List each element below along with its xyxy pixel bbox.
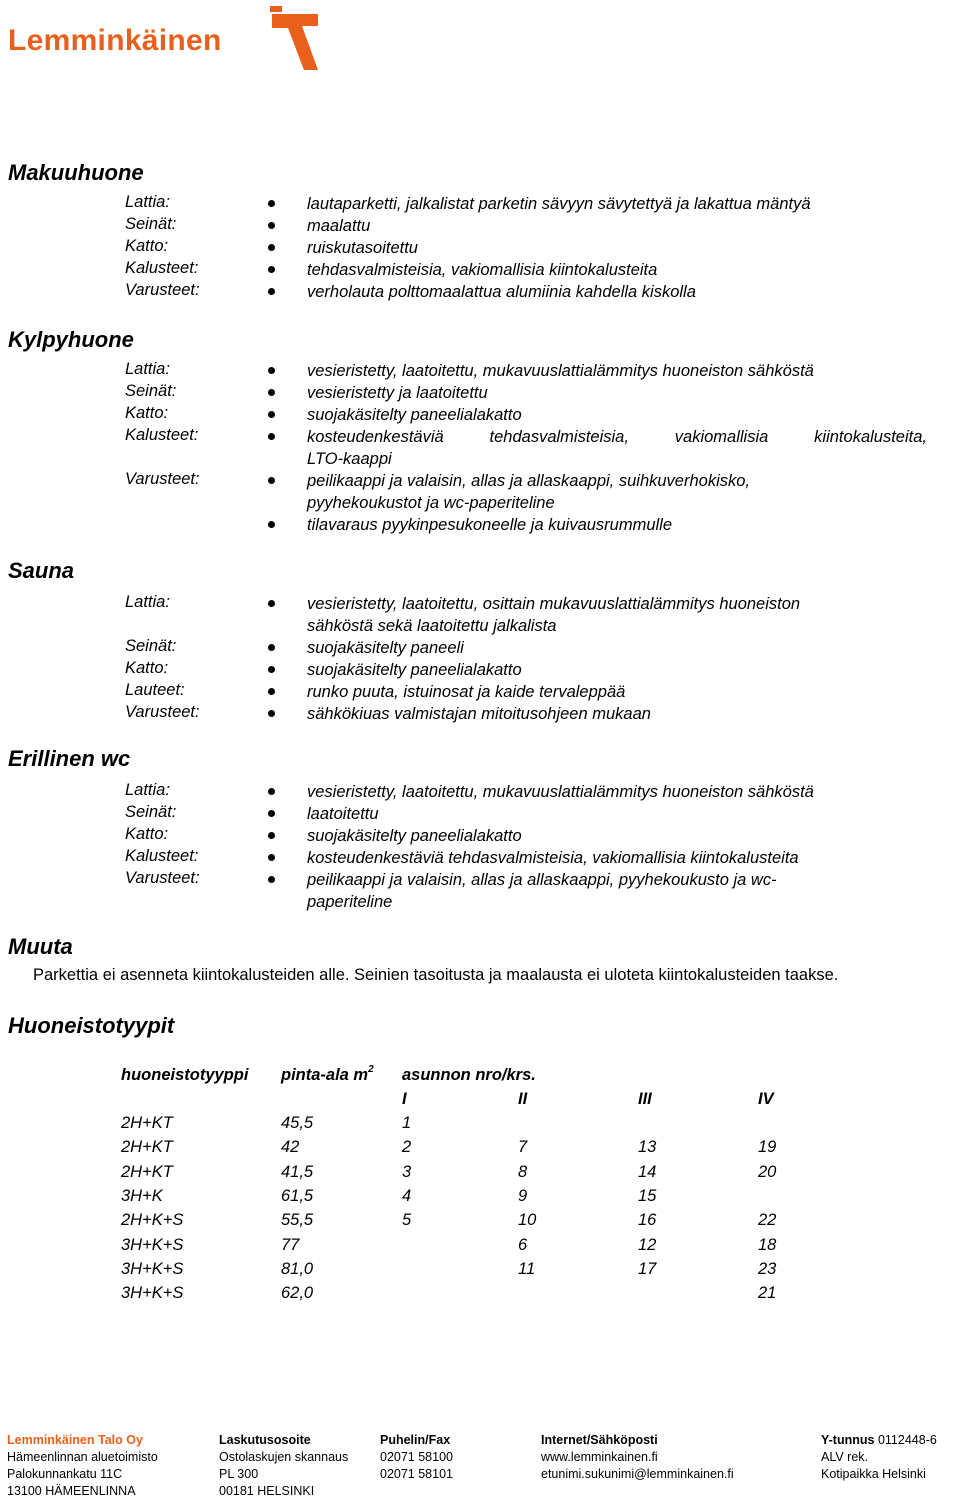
table-cell-area: 42 bbox=[281, 1138, 300, 1157]
footer-head: Internet/Sähköposti bbox=[541, 1433, 658, 1447]
table-cell-type: 2H+KT bbox=[121, 1162, 173, 1181]
item-text: runko puuta, istuinosat ja kaide tervaleppää bbox=[307, 683, 626, 701]
item-text: maalattu bbox=[307, 217, 371, 235]
table-cell-apartment: 15 bbox=[638, 1186, 657, 1205]
footer-internet bbox=[541, 1432, 734, 1483]
item-label: Katto: bbox=[125, 404, 169, 422]
table-cell-area: 41,5 bbox=[281, 1162, 314, 1181]
item-label: Katto: bbox=[125, 237, 169, 255]
item-text: suojakäsitelty paneelialakatto bbox=[307, 827, 522, 845]
item-text: tehdasvalmisteisia, vakiomallisia kiintokalusteita bbox=[307, 261, 658, 279]
table-cell-apartment: 12 bbox=[638, 1235, 657, 1254]
note-text: Parkettia ei asenneta kiintokalusteiden alle. Seinien tasoitusta ja maalausta ei uloteta kiintokalusteiden taakse. bbox=[33, 966, 839, 984]
section-title-kylpyhuone: Kylpyhuone bbox=[8, 327, 134, 352]
section-title-sauna: Sauna bbox=[8, 558, 75, 583]
item-text bbox=[307, 869, 927, 913]
bullet-icon bbox=[268, 788, 275, 795]
table-cell-apartment: 8 bbox=[518, 1162, 528, 1181]
table-cell-area: 77 bbox=[281, 1235, 300, 1254]
item-text: ruiskutasoitettu bbox=[307, 239, 418, 257]
table-cell-apartment: 23 bbox=[758, 1259, 777, 1278]
item-text: vesieristetty ja laatoitettu bbox=[307, 384, 488, 402]
table-cell-type: 2H+KT bbox=[121, 1138, 173, 1157]
footer-line: Hämeenlinnan aluetoimisto bbox=[7, 1450, 158, 1464]
table-header-apartments: asunnon nro/krs. bbox=[402, 1066, 536, 1084]
footer-business-id: 0112448-6 bbox=[877, 1433, 937, 1447]
table-cell-area: 55,5 bbox=[281, 1211, 314, 1230]
item-label: Seinät: bbox=[125, 637, 177, 655]
item-label: Kalusteet: bbox=[125, 259, 199, 277]
footer-line: 13100 HÄMEENLINNA bbox=[7, 1484, 136, 1498]
footer-line: 02071 58101 bbox=[380, 1467, 453, 1481]
table-cell-area: 62,0 bbox=[281, 1284, 314, 1303]
area-unit-superscript: 2 bbox=[368, 1064, 374, 1075]
table-cell-type: 2H+KT bbox=[121, 1114, 173, 1132]
table-header-floor: IV bbox=[758, 1090, 774, 1108]
item-text: suojakäsitelty paneelialakatto bbox=[307, 406, 522, 424]
table-cell-type: 2H+K+S bbox=[121, 1211, 184, 1230]
footer-head: Y-tunnus bbox=[821, 1433, 875, 1447]
footer-phone bbox=[380, 1432, 453, 1483]
bullet-icon bbox=[268, 477, 275, 484]
item-text bbox=[307, 593, 927, 637]
bullet-icon bbox=[268, 222, 275, 229]
bullet-icon bbox=[268, 810, 275, 817]
section-title-muuta: Muuta bbox=[8, 934, 73, 959]
bullet-icon bbox=[268, 367, 275, 374]
table-cell-apartment: 5 bbox=[402, 1211, 412, 1230]
item-label: Katto: bbox=[125, 659, 169, 677]
item-text: kosteudenkestäviä tehdasvalmisteisia, vakiomallisia kiintokalusteita bbox=[307, 849, 799, 867]
footer-head: Puhelin/Fax bbox=[380, 1433, 451, 1447]
table-cell-apartment: 1 bbox=[402, 1114, 412, 1132]
table-header-area-text: pinta-ala m bbox=[281, 1066, 369, 1084]
table-cell-apartment: 6 bbox=[518, 1235, 528, 1254]
bullet-icon bbox=[268, 521, 275, 528]
item-label: Seinät: bbox=[125, 803, 177, 821]
item-text-line: paperiteline bbox=[307, 893, 393, 911]
table-cell-apartment: 4 bbox=[402, 1186, 412, 1205]
table-cell-apartment: 17 bbox=[638, 1259, 657, 1278]
footer-line: Kotipaikka Helsinki bbox=[821, 1467, 926, 1481]
table-cell-area: 81,0 bbox=[281, 1259, 314, 1278]
section-title-huoneistotyypit: Huoneistotyypit bbox=[8, 1013, 175, 1038]
item-text-line: peilikaappi ja valaisin, allas ja allaskaappi, pyyhekoukusto ja wc- bbox=[307, 871, 777, 889]
table-cell-apartment: 9 bbox=[518, 1186, 528, 1205]
footer-line: 02071 58100 bbox=[380, 1450, 453, 1464]
table-cell-apartment: 2 bbox=[402, 1138, 412, 1157]
item-label: Lattia: bbox=[125, 781, 170, 799]
table-cell-apartment: 11 bbox=[518, 1259, 536, 1278]
item-label: Seinät: bbox=[125, 382, 177, 400]
item-label: Lauteet: bbox=[125, 681, 185, 699]
bullet-icon bbox=[268, 266, 275, 273]
item-text-line: pyyhekoukustot ja wc-paperiteline bbox=[307, 494, 555, 512]
footer-line: ALV rek. bbox=[821, 1450, 869, 1464]
bullet-icon bbox=[268, 411, 275, 418]
item-text-line: peilikaappi ja valaisin, allas ja allaskaappi, suihkuverhokisko, bbox=[307, 472, 750, 490]
table-cell-apartment: 20 bbox=[758, 1162, 777, 1181]
bullet-icon bbox=[268, 244, 275, 251]
table-cell-area: 45,5 bbox=[281, 1114, 314, 1132]
table-cell-apartment: 7 bbox=[518, 1138, 528, 1157]
item-label: Varusteet: bbox=[125, 703, 200, 721]
table-header-type: huoneistotyyppi bbox=[121, 1066, 249, 1084]
table-cell-apartment: 10 bbox=[518, 1211, 537, 1230]
item-label: Lattia: bbox=[125, 193, 170, 211]
table-cell-apartment: 14 bbox=[638, 1162, 657, 1181]
section-title-makuuhuone: Makuuhuone bbox=[8, 160, 144, 185]
table-cell-type: 3H+K+S bbox=[121, 1284, 184, 1303]
footer-line: Ostolaskujen skannaus bbox=[219, 1450, 349, 1464]
item-label: Katto: bbox=[125, 825, 169, 843]
bullet-icon bbox=[268, 389, 275, 396]
item-label: Lattia: bbox=[125, 360, 170, 378]
table-cell-area: 61,5 bbox=[281, 1186, 314, 1205]
logo-arrow-icon bbox=[268, 6, 322, 78]
item-text-line: vesieristetty, laatoitettu, osittain mukavuuslattialämmitys huoneiston bbox=[307, 595, 801, 613]
table-cell-type: 3H+K+S bbox=[121, 1235, 184, 1254]
footer-company-name: Lemminkäinen Talo Oy bbox=[7, 1433, 143, 1447]
item-label: Kalusteet: bbox=[125, 847, 199, 865]
bullet-icon bbox=[268, 600, 275, 607]
bullet-icon bbox=[268, 288, 275, 295]
bullet-icon bbox=[268, 433, 275, 440]
table-cell-apartment: 19 bbox=[758, 1138, 777, 1157]
item-text bbox=[307, 470, 927, 514]
item-label: Varusteet: bbox=[125, 470, 200, 488]
bullet-icon bbox=[268, 854, 275, 861]
bullet-icon bbox=[268, 200, 275, 207]
bullet-icon bbox=[268, 666, 275, 673]
table-header-area bbox=[281, 1066, 374, 1085]
item-text: tilavaraus pyykinpesukoneelle ja kuivausrummulle bbox=[307, 516, 673, 534]
item-text: sähkökiuas valmistajan mitoitusohjeen mukaan bbox=[307, 705, 651, 723]
item-text: verholauta polttomaalattua alumiinia kahdella kiskolla bbox=[307, 283, 696, 301]
table-cell-type: 3H+K+S bbox=[121, 1259, 184, 1278]
footer-head: Laskutusosoite bbox=[219, 1433, 311, 1447]
footer-billing bbox=[219, 1432, 348, 1500]
bullet-icon bbox=[268, 710, 275, 717]
bullet-icon bbox=[268, 688, 275, 695]
table-cell-apartment: 3 bbox=[402, 1162, 412, 1181]
table-cell-apartment: 13 bbox=[638, 1138, 657, 1157]
item-text-line: sähköstä sekä laatoitettu jalkalista bbox=[307, 617, 557, 635]
item-text: suojakäsitelty paneelialakatto bbox=[307, 661, 522, 679]
item-text: laatoitettu bbox=[307, 805, 379, 823]
logo-wordmark: Lemminkäinen bbox=[8, 24, 222, 57]
footer-business bbox=[821, 1432, 937, 1483]
item-label: Seinät: bbox=[125, 215, 177, 233]
item-label: Varusteet: bbox=[125, 869, 200, 887]
table-cell-apartment: 18 bbox=[758, 1235, 777, 1254]
table-header-floor: I bbox=[402, 1090, 407, 1108]
table-cell-type: 3H+K bbox=[121, 1186, 163, 1205]
footer-link[interactable]: www.lemminkainen.fi bbox=[541, 1450, 658, 1464]
item-text bbox=[307, 426, 927, 470]
item-label: Kalusteet: bbox=[125, 426, 199, 444]
item-text-line: kosteudenkestäviä tehdasvalmisteisia, vakiomallisia kiintokalusteita, bbox=[307, 428, 927, 446]
footer-company bbox=[7, 1432, 158, 1500]
item-text: suojakäsitelty paneeli bbox=[307, 639, 464, 657]
table-cell-apartment: 22 bbox=[758, 1211, 777, 1230]
footer-line: PL 300 bbox=[219, 1467, 259, 1481]
table-cell-apartment: 16 bbox=[638, 1211, 657, 1230]
bullet-icon bbox=[268, 832, 275, 839]
table-header-floor: II bbox=[518, 1090, 528, 1108]
footer-link[interactable]: etunimi.sukunimi@lemminkainen.fi bbox=[541, 1467, 734, 1481]
table-header-floor: III bbox=[638, 1090, 652, 1108]
bullet-icon bbox=[268, 644, 275, 651]
item-text: vesieristetty, laatoitettu, mukavuuslattialämmitys huoneiston sähköstä bbox=[307, 783, 814, 801]
footer-line: 00181 HELSINKI bbox=[219, 1484, 315, 1498]
bullet-icon bbox=[268, 876, 275, 883]
section-title-erillinen-wc: Erillinen wc bbox=[8, 746, 131, 771]
company-logo bbox=[8, 6, 318, 78]
item-label: Varusteet: bbox=[125, 281, 200, 299]
item-text-line: LTO-kaappi bbox=[307, 450, 392, 468]
item-text: lautaparketti, jalkalistat parketin sävyyn sävytettyä ja lakattua mäntyä bbox=[307, 195, 811, 213]
footer-line: Palokunnankatu 11C bbox=[7, 1467, 123, 1481]
item-label: Lattia: bbox=[125, 593, 170, 611]
table-cell-apartment: 21 bbox=[758, 1284, 777, 1303]
item-text: vesieristetty, laatoitettu, mukavuuslattialämmitys huoneiston sähköstä bbox=[307, 362, 814, 380]
